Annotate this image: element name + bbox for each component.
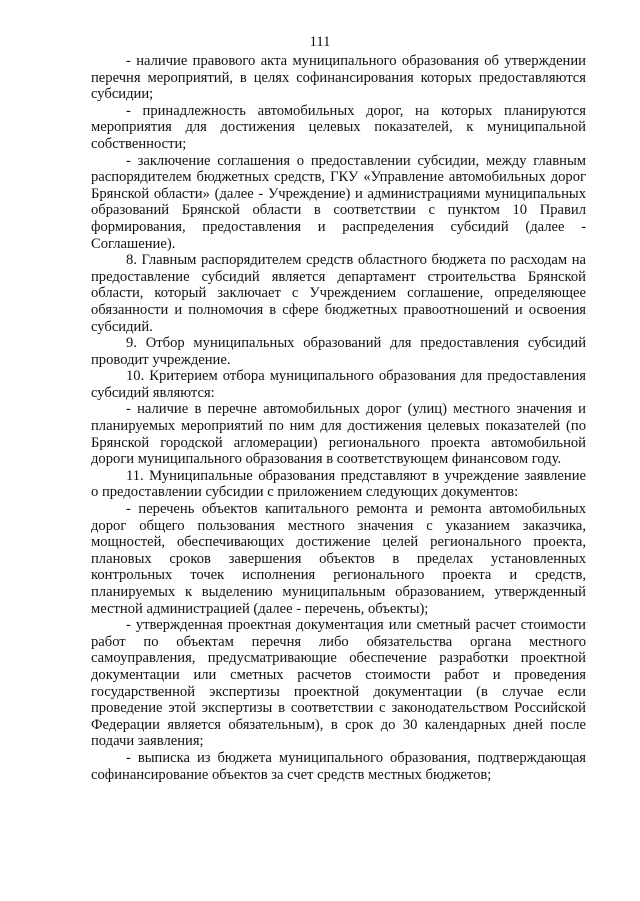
paragraph-project-docs: - утвержденная проектная документация или сметный расчет стоимости работ по объектам перечня либо обязательства органа местного самоуправления, предусматривающие обеспечение разработки проектной документации или сметных расчетов стоимости работ и проведения государственной экспертизы проектной документации (в случае если проведение этой экспертизы в соответствии с законодательством Российской Федерации является обязательным), в срок до 30 календарных дней после подачи заявления;	[91, 617, 586, 750]
paragraph-legal-act: - наличие правового акта муниципального образования об утверждении перечня мероприятий, в целях софинансирования которых предоставляются субсидии;	[91, 53, 586, 103]
paragraph-item-11: 11. Муниципальные образования представляют в учреждение заявление о предоставлении субсидии с приложением следующих документов:	[91, 467, 586, 501]
paragraph-item-9: 9. Отбор муниципальных образований для предоставления субсидий проводит учреждение.	[91, 335, 586, 368]
paragraph-object-list: - перечень объектов капитального ремонта и ремонта автомобильных дорог общего пользования местного значения с указанием заказчика, мощностей, обеспечивающих достижение целей регионального проекта, плановых сроков завершения объектов в пределах установленных контрольных точек исполнения регионального проекта и средств, планируемых к выделению муниципальным образованием, утвержденный местной администрацией (далее - перечень, объекты);	[91, 501, 586, 617]
paragraph-road-ownership: - принадлежность автомобильных дорог, на которых планируются мероприятия для достижения целевых показателей, к муниципальной собственности;	[91, 102, 586, 152]
page-number: 111	[309, 34, 331, 50]
paragraph-agreement: - заключение соглашения о предоставлении субсидии, между главным распорядителем бюджетных средств, ГКУ «Управление автомобильных дорог Брянской области» (далее - Учреждение) и администрациями муниципальных образований Брянской области в соответствии с пунктом 10 Правил формирования, предоставления и распределения субсидий (далее - Соглашение).	[91, 152, 586, 252]
document-body	[91, 53, 586, 783]
paragraph-budget-extract: - выписка из бюджета муниципального образования, подтверждающая софинансирование объектов за счет средств местных бюджетов;	[91, 749, 586, 783]
paragraph-item-10: 10. Критерием отбора муниципального образования для предоставления субсидий являются:	[91, 368, 586, 401]
paragraph-road-list: - наличие в перечне автомобильных дорог (улиц) местного значения и планируемых мероприятий по ним для достижения целевых показателей (по Брянской городской агломерации) регионального проекта автомобильной дороги муниципального образования в соответствующем финансовом году.	[91, 401, 586, 468]
paragraph-item-8: 8. Главным распорядителем средств областного бюджета по расходам на предоставление субсидий является департамент строительства Брянской области, который заключает с Учреждением соглашение, определяющее обязанности и полномочия в сфере бюджетных правоотношений и освоения субсидий.	[91, 252, 586, 335]
